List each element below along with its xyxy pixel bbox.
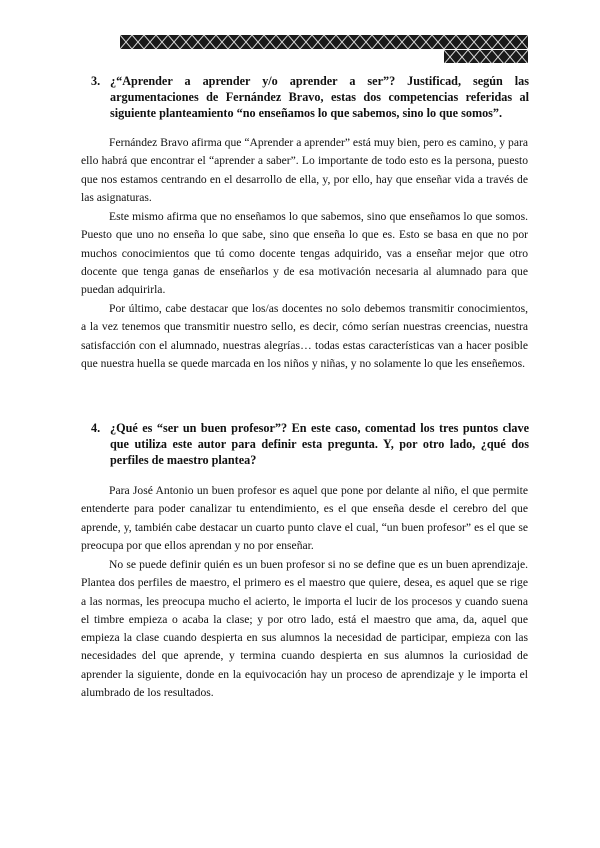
answer-paragraph: No se puede definir quién es un buen profesor si no se define que es un buen aprendizaje. Plantea dos perfiles de maestro, el primero es el maestro que quiere, desea, es aquel que se rige a las normas, les preocupa mucho el acierto, le importa el lucir de los procesos y cuando suena el timbre empieza o acaba la clase; y por otro lado, está el maestro que ama, da, aquel que empieza la clase cuando despierta en sus alumnos la necesidad de participar, empieza con las necesidades del que aprende, y termina cuando despierta en sus alumnos la curiosidad de aprender la siguiente, donde en la equivocación hay un proceso de aprendizaje y le importa el alumbrado de los resultados.: [81, 558, 528, 700]
redacted-header-bar-2: [444, 50, 528, 63]
question-4: [91, 420, 529, 469]
redacted-header-bar: [120, 35, 528, 49]
question-text: ¿“Aprender a aprender y/o aprender a ser”? Justificad, según las argumentaciones de Fernández Bravo, estas dos competencias referidas al siguiente planteamiento “no enseñamos lo que sabemos, sino lo que somos”.: [110, 74, 529, 121]
redaction-pattern: [120, 35, 528, 49]
answer-paragraph: Para José Antonio un buen profesor es aquel que pone por delante al niño, el que permite entenderte para poder canalizar tu entendimiento, es el que enseña desde el cerebro del que aprende, y, también cabe destacar un cuarto punto clave el cual, “un buen profesor” es el que se preocupa por que ellos aprendan y no por enseñar.: [81, 484, 528, 552]
answer-paragraph: Por último, cabe destacar que los/as docentes no solo debemos transmitir conocimientos, a la vez tenemos que transmitir nuestro sello, es decir, cómo serían nuestras creencias, nuestra satisfacción con el alumnado, nuestras alegrías… todas estas características van a hacer posible que nuestra huella se quede marcada en los niños y niñas, y no solamente lo que les enseñemos.: [81, 302, 528, 370]
redaction-pattern-2: [444, 50, 528, 63]
question-number: 3.: [91, 74, 101, 88]
question-text: ¿Qué es “ser un buen profesor”? En este caso, comentad los tres puntos clave que utiliza este autor para definir esta pregunta. Y, por otro lado, ¿qué dos perfiles de maestro plantea?: [110, 421, 529, 468]
question-3: [91, 73, 529, 122]
answer-paragraph: Este mismo afirma que no enseñamos lo que sabemos, sino que enseñamos lo que somos. Puesto que uno no enseña lo que sabe, sino que enseña lo que es. Esto se basa en que no por muchos conocimientos que tú como docente tengas adquirido, vas a enseñar mejor que otro docente que tenga ganas de enseñarlos y de esa motivación necesaria al alumnado para que puedan adquirirla.: [81, 210, 528, 297]
answer-paragraph: Fernández Bravo afirma que “Aprender a aprender” está muy bien, pero es camino, y para ello habrá que encontrar el “aprender a saber”. Lo importante de todo esto es la persona, puesto que nos estamos centrando en el desarrollo de ella, y, por ello, hay que enseñar vida a través de las asignaturas.: [81, 136, 528, 204]
question-number: 4.: [91, 421, 101, 435]
